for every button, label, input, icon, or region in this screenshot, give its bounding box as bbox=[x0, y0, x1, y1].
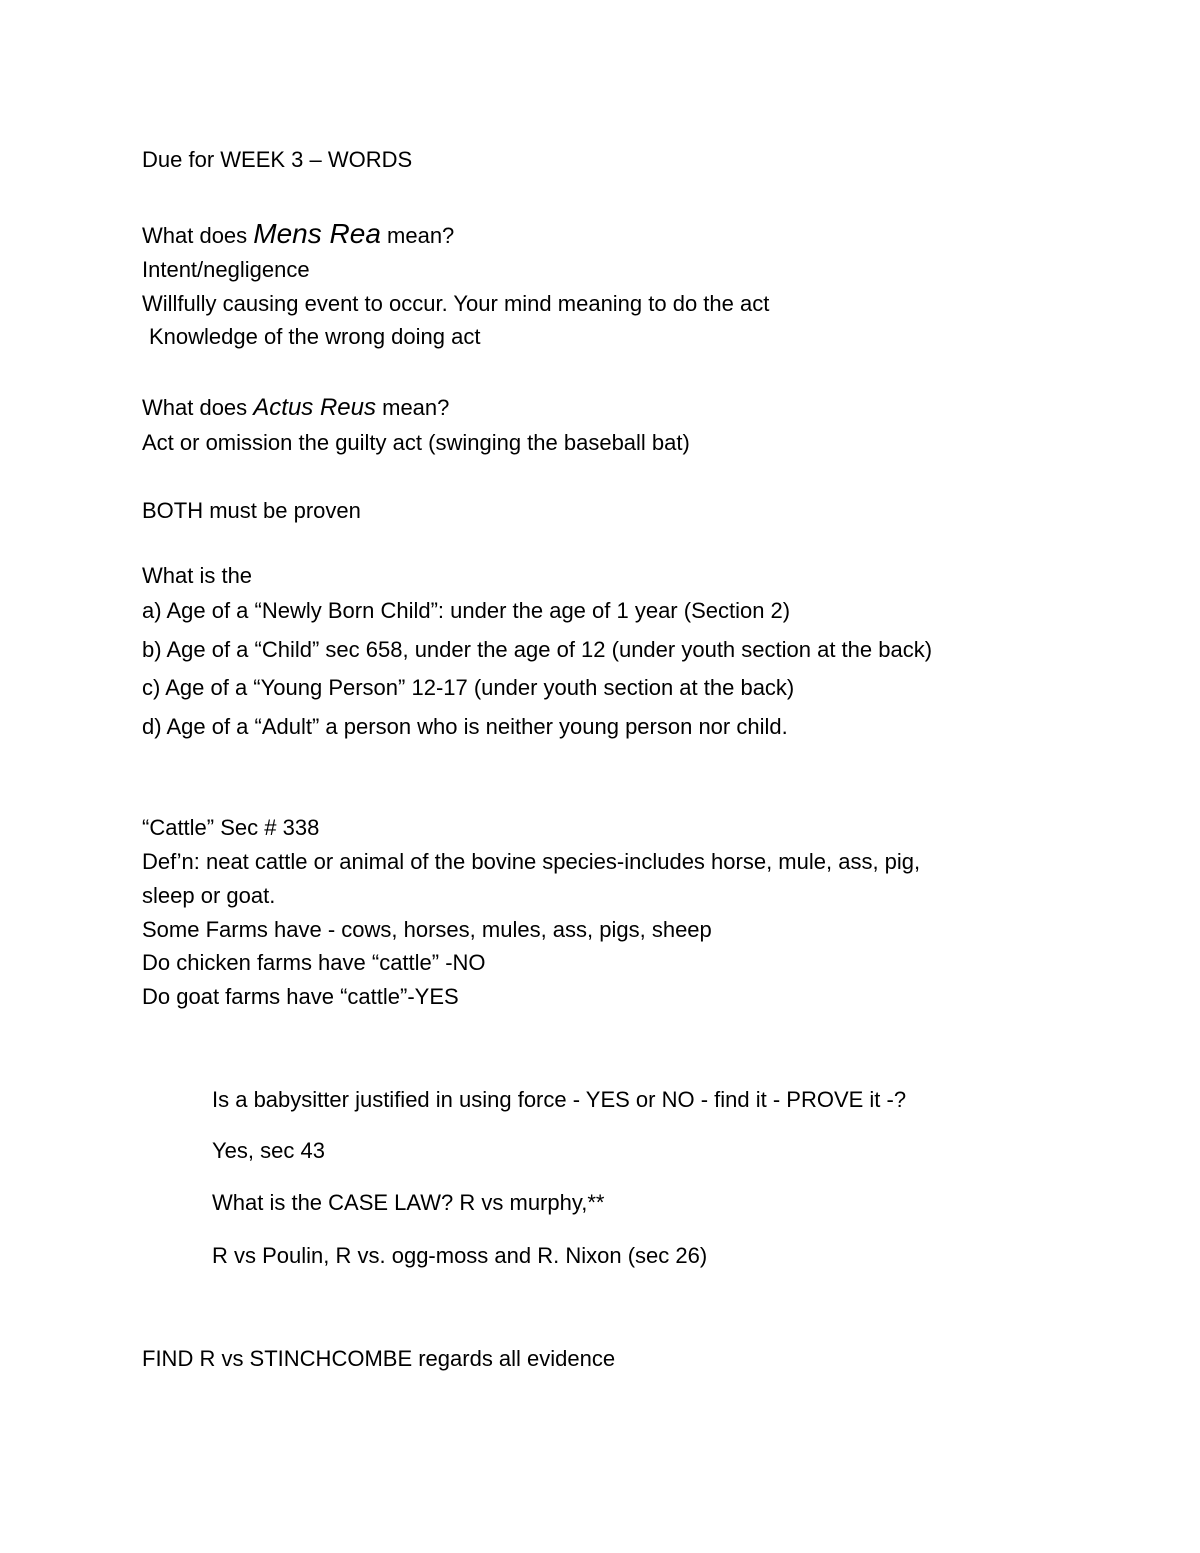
question-suffix: mean? bbox=[380, 223, 455, 248]
mens-rea-question bbox=[142, 218, 455, 249]
mens-rea-answer: Intent/negligence bbox=[142, 257, 310, 282]
age-item: d) Age of a “Adult” a person who is neither young person nor child. bbox=[142, 714, 788, 739]
age-item: b) Age of a “Child” sec 658, under the age of 12 (under youth section at the back) bbox=[142, 637, 933, 662]
mens-rea-answer: Willfully causing event to occur. Your mind meaning to do the act bbox=[142, 291, 770, 316]
question-prefix: What does bbox=[142, 223, 254, 248]
babysitter-answer: Yes, sec 43 bbox=[212, 1138, 325, 1163]
cattle-farms: Some Farms have - cows, horses, mules, ass, pigs, sheep bbox=[142, 917, 712, 942]
age-item: c) Age of a “Young Person” 12-17 (under youth section at the back) bbox=[142, 675, 795, 700]
case-list: R vs Poulin, R vs. ogg-moss and R. Nixon (sec 26) bbox=[212, 1243, 708, 1268]
actus-reus-term: Actus Reus bbox=[253, 394, 376, 421]
mens-rea-answer: Knowledge of the wrong doing act bbox=[149, 324, 481, 349]
cattle-definition: sleep or goat. bbox=[142, 883, 276, 908]
cattle-chicken: Do chicken farms have “cattle” -NO bbox=[142, 950, 486, 975]
age-item: a) Age of a “Newly Born Child”: under the age of 1 year (Section 2) bbox=[142, 598, 791, 623]
babysitter-question: Is a babysitter justified in using force - YES or NO - find it - PROVE it -? bbox=[212, 1087, 907, 1112]
case-law-question: What is the CASE LAW? R vs murphy,** bbox=[212, 1190, 605, 1215]
both-note: BOTH must be proven bbox=[142, 498, 361, 523]
cattle-definition: Def’n: neat cattle or animal of the bovine species-includes horse, mule, ass, pig, bbox=[142, 849, 921, 874]
document-title: Due for WEEK 3 – WORDS bbox=[142, 147, 413, 172]
footer-note: FIND R vs STINCHCOMBE regards all evidence bbox=[142, 1346, 616, 1371]
mens-rea-term: Mens Rea bbox=[253, 218, 381, 249]
actus-reus-question bbox=[142, 395, 449, 421]
question-prefix: What does bbox=[142, 395, 254, 420]
ages-intro: What is the bbox=[142, 563, 253, 588]
cattle-heading: “Cattle” Sec # 338 bbox=[142, 815, 320, 840]
actus-reus-answer: Act or omission the guilty act (swinging the baseball bat) bbox=[142, 430, 690, 455]
question-suffix: mean? bbox=[376, 395, 450, 420]
cattle-goat: Do goat farms have “cattle”-YES bbox=[142, 984, 459, 1009]
